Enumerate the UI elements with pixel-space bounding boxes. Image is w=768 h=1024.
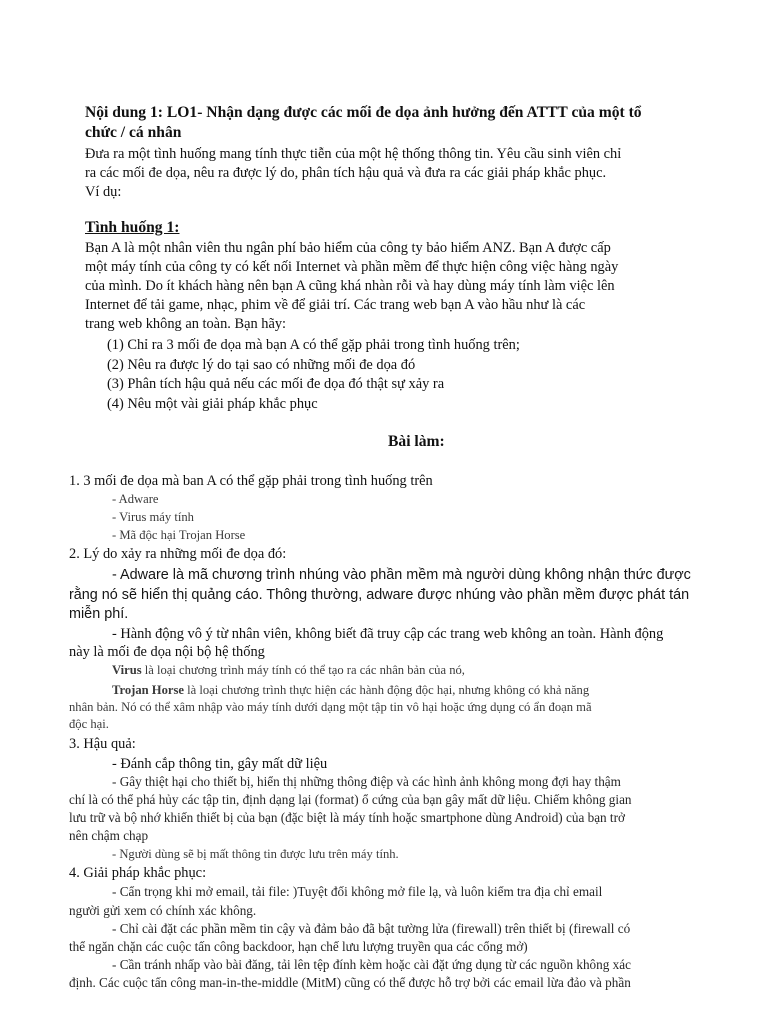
content-heading-line-1: Nội dung 1: LO1- Nhận dạng được các mối đe dọa ảnh hưởng đến ATTT của một tổ xyxy=(85,104,642,121)
situation-line-1: Bạn A là một nhân viên thu ngân phí bảo hiểm của công ty bảo hiểm ANZ. Bạn A được cấp xyxy=(85,240,611,256)
content-heading-line-2: chức / cá nhân xyxy=(85,124,182,141)
situation-line-3: của mình. Do ít khách hàng nên bạn A cũng khá nhàn rỗi và hay dùng máy tính làm việc lên xyxy=(85,278,615,294)
intro-line-3: Ví dụ: xyxy=(85,184,122,200)
adware-reason-line-2: rằng nó sẽ hiển thị quảng cáo. Thông thường, adware được nhúng vào phần mềm được phát tán xyxy=(69,587,690,603)
consequence-item-2-line-3: lưu trữ và bộ nhớ khiến thiết bị của bạn (đặc biệt là máy tính hoặc smartphone dùng Android) của bạn trở xyxy=(69,810,625,825)
virus-term: Virus xyxy=(112,663,142,677)
trojan-reason xyxy=(112,682,589,698)
solution-item-2-line-2: thể ngăn chặn các cuộc tấn công backdoor, hạn chế lưu lượng truyền qua các cổng mở) xyxy=(69,939,528,954)
section-1-title: 1. 3 mối đe dọa mà ban A có thể gặp phải trong tình huống trên xyxy=(69,473,433,489)
virus-reason xyxy=(112,662,465,678)
virus-definition: là loại chương trình máy tính có thể tạo ra các nhân bản của nó, xyxy=(141,663,465,677)
threat-item: - Mã độc hại Trojan Horse xyxy=(112,528,246,542)
behavior-reason-line-2: này là mối đe dọa nội bộ hệ thống xyxy=(69,644,265,660)
trojan-term: Trojan Horse xyxy=(112,683,184,697)
trojan-definition: là loại chương trình thực hiện các hành động độc hại, nhưng không có khả năng xyxy=(183,683,590,697)
consequence-item-2-line-4: nên chậm chạp xyxy=(69,828,149,843)
situation-title: Tình huống 1: xyxy=(85,219,180,236)
solution-item-1-line-2: người gửi xem có chính xác không. xyxy=(69,903,257,918)
adware-reason-line-1: - Adware là mã chương trình nhúng vào phần mềm mà người dùng không nhận thức được xyxy=(112,567,691,583)
intro-line-2: ra các mối đe dọa, nêu ra được lý do, phân tích hậu quả và đưa ra các giải pháp khắc phục. xyxy=(85,165,607,181)
task-4: (4) Nêu một vài giải pháp khắc phục xyxy=(107,396,318,412)
solution-item-3-line-1: - Cần tránh nhấp vào bài đăng, tải lên tệp đính kèm hoặc cài đặt ứng dụng từ các nguồn không xác xyxy=(112,957,631,972)
section-4-title: 4. Giải pháp khắc phục: xyxy=(69,865,207,881)
section-3-title: 3. Hậu quả: xyxy=(69,736,136,752)
situation-line-4: Internet để tải game, nhạc, phim về để giải trí. Các trang web bạn A vào hầu như là các xyxy=(85,297,586,313)
task-3: (3) Phân tích hậu quả nếu các mối đe dọa đó thật sự xảy ra xyxy=(107,376,445,392)
intro-line-1: Đưa ra một tình huống mang tính thực tiễn của một hệ thống thông tin. Yêu cầu sinh viên chỉ xyxy=(85,146,622,162)
situation-line-2: một máy tính của công ty có kết nối Internet và phần mềm để thực hiện công việc hàng ngày xyxy=(85,259,619,275)
solution-item-3-line-2: định. Các cuộc tấn công man-in-the-middle (MitM) cũng có thể được hỗ trợ bởi các email lừa đảo và phần xyxy=(69,975,631,990)
consequence-item-3: - Người dùng sẽ bị mất thông tin được lưu trên máy tính. xyxy=(112,847,399,861)
section-2-title: 2. Lý do xảy ra những mối đe dọa đó: xyxy=(69,546,287,562)
threat-item: - Virus máy tính xyxy=(112,510,194,524)
adware-reason-line-3: miễn phí. xyxy=(69,606,129,622)
consequence-item-1: - Đánh cắp thông tin, gây mất dữ liệu xyxy=(112,756,328,772)
situation-line-5: trang web không an toàn. Bạn hãy: xyxy=(85,316,287,332)
consequence-item-2-line-1: - Gây thiệt hại cho thiết bị, hiển thị những thông điệp và các hình ảnh không mong đợi hay thậm xyxy=(112,774,621,789)
answer-title: Bài làm: xyxy=(388,433,445,450)
solution-item-1-line-1: - Cẩn trọng khi mở email, tải file: )Tuyệt đối không mở file lạ, và luôn kiểm tra địa chỉ email xyxy=(112,884,603,899)
trojan-reason-line-3: độc hại. xyxy=(69,717,109,731)
behavior-reason-line-1: - Hành động vô ý từ nhân viên, không biết đã truy cập các trang web không an toàn. Hành động xyxy=(112,626,664,642)
consequence-item-2-line-2: chí là có thể phá hủy các tập tin, định dạng lại (format) ổ cứng của bạn gây mất dữ liệu. Chiếm không gian xyxy=(69,792,632,807)
task-2: (2) Nêu ra được lý do tại sao có những mối đe dọa đó xyxy=(107,357,416,373)
task-1: (1) Chỉ ra 3 mối đe dọa mà bạn A có thể gặp phải trong tình huống trên; xyxy=(107,337,520,353)
threat-item: - Adware xyxy=(112,492,159,506)
solution-item-2-line-1: - Chỉ cài đặt các phần mềm tin cậy và đảm bảo đã bật tường lửa (firewall) trên thiết bị (firewall có xyxy=(112,921,631,936)
trojan-reason-line-2: nhân bản. Nó có thể xâm nhập vào máy tính dưới dạng một tập tin vô hại hoặc ứng dụng có ẩn đoạn mã xyxy=(69,700,592,714)
